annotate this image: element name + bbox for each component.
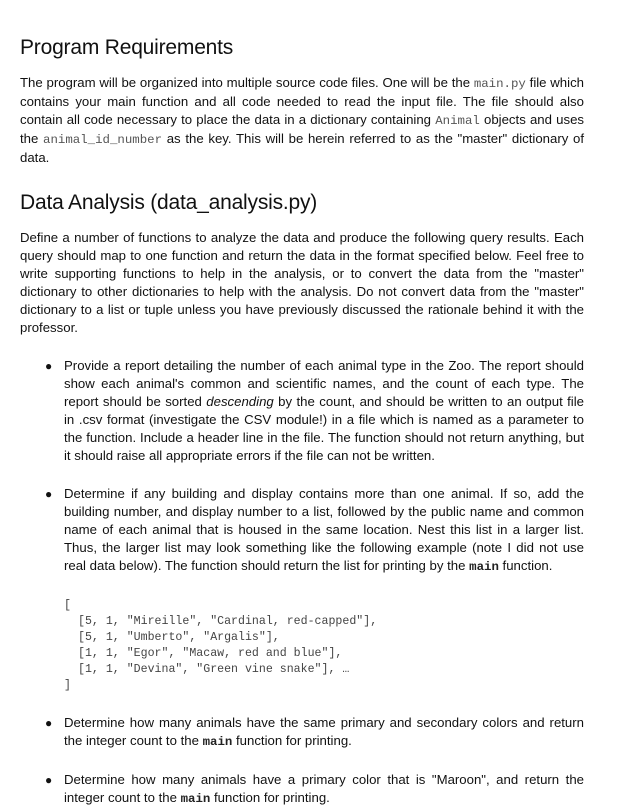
bullet-icon: ● [45,773,53,787]
code-bracket-close: ] [64,679,71,692]
bullet-icon: ● [45,716,53,730]
list-item-same-colors: ● Determine how many animals have the same primary and secondary colors and return the integer count to the main function for printing. [45,715,584,749]
code-bracket-open: [ [64,599,71,612]
inline-code-main-py: main.py [473,77,526,91]
inline-code-animal: Animal [435,114,480,128]
data-analysis-intro-paragraph: Define a number of functions to analyze the data and produce the following query results. Each query should map to one function and return the data in the format specified below. Feel free to write supporting functions to help in the analysis, or to convert the data from the "master" dictionary to other dictionaries to help with the analysis. Do not convert data from the "master" dictionary to a list or tuple unless you have previously discussed the rationale behind it with the professor. [20,230,584,335]
inline-code-animal-id-number: animal_id_number [43,133,163,147]
section-title-data-analysis: Data Analysis (data_analysis.py) [20,191,318,214]
inline-code-main: main [180,792,211,806]
inline-code-main: main [469,560,499,574]
bullet-icon: ● [45,359,53,373]
list-item-maroon: ● Determine how many animals have a primary color that is "Maroon", and return the integer count to the main function for printing. [45,772,584,806]
requirements-list [20,357,584,808]
code-line: [1, 1, "Egor", "Macaw, red and blue"], [78,647,343,660]
list-item-report: ● Provide a report detailing the number of each animal type in the Zoo. The report should show each animal's common and scientific names, and the count of each type. The report should be sorted descending by the count, and should be written to an output file in .csv format (investigate the CSV module!) in a file which is named as a parameter to the function. Include a header line in the file. The function should not return anything, but it should raise all appropriate errors if the file can not be written. [45,358,584,463]
emphasis-descending: descending [206,394,274,409]
inline-code-main: main [202,735,233,749]
program-requirements-paragraph: The program will be organized into multiple source code files. One will be the main.py file which contains your main function and all code needed to read the input file. The file should also contain all code necessary to place the data in a dictionary containing Animal objects and uses the animal_id_number as the key. This will be herein referred to as the "master" dictionary of data. [20,75,584,165]
code-line: [1, 1, "Devina", "Green vine snake"], … [78,663,350,676]
list-item-building-display: ● Determine if any building and display contains more than one animal. If so, add the building number, and display number to a list, followed by the public name and common name of each animal that is housed in the same location. Nest this list in a larger list. Thus, the larger list may look something like the following example (note I did not use real data below). The function should return the list for printing by the main function. [ [5, 1, "Mireille", "Cardinal, red-capped"], [5, 1, "Umberto", "Argalis"], [1, 1, "Egor", "Macaw, red and blue"], [1, 1, "Devina", "Green vine snake"], … ] [45,486,584,692]
section-title-program-requirements: Program Requirements [20,36,234,59]
code-line: [5, 1, "Umberto", "Argalis"], [78,631,280,644]
code-example-block [64,598,584,694]
bullet-icon: ● [45,487,53,501]
code-line: [5, 1, "Mireille", "Cardinal, red-capped"], [78,615,378,628]
